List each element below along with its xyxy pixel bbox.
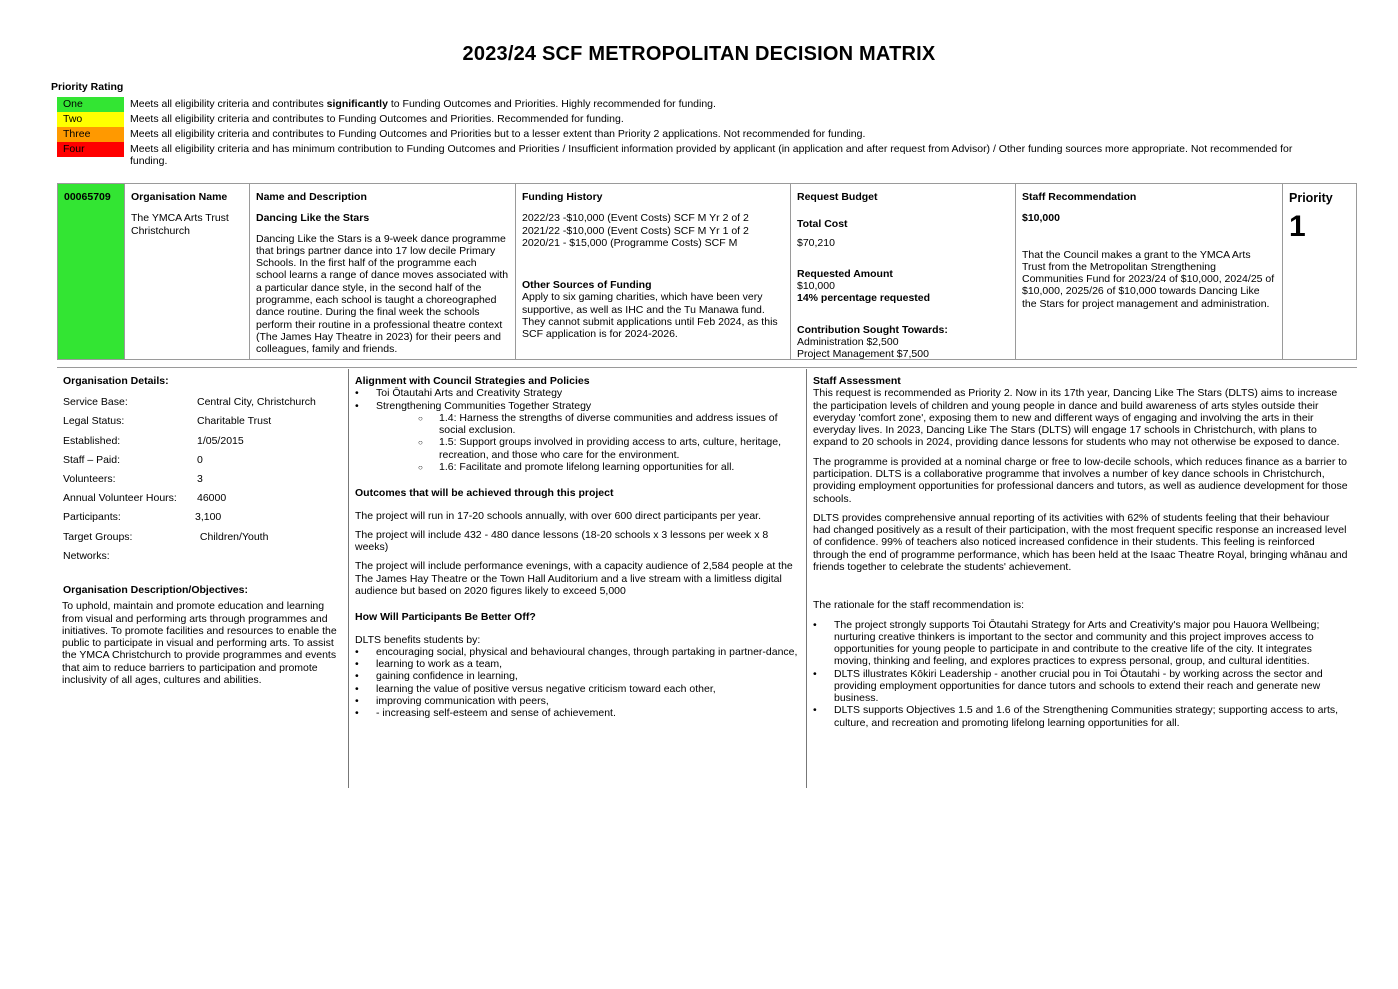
other-sources-text: Apply to six gaming charities, which have been very supportive, as well as IHC and the Tu Manawa fund. They cannot submit applications until Feb 2024, as this SCF application is for 2024-2026.	[522, 291, 778, 341]
priority-rating-legend	[57, 97, 1307, 168]
project-description: Dancing Like the Stars is a 9-week dance programme that brings partner dance into 17 low decile Primary Schools. In the first half of the programme each school learns a range of dance moves associated with a particular dance style, in the second half of the programme, each school is taught a choreographed dance routine. During the final week the schools perform their routine in a professional theatre context (The James Hay Theatre in 2023) for their peers and colleagues, family and friends.	[256, 232, 509, 356]
priority-row-one	[57, 97, 1307, 112]
organisation-details-section	[63, 375, 343, 686]
detail-row: Volunteers: 3	[63, 473, 203, 486]
priority-description-two: Meets all eligibility criteria and contributes to Funding Outcomes and Priorities. Recommended for funding.	[130, 113, 624, 125]
application-id-cell	[58, 184, 125, 359]
benefit-item: • improving communication with peers,	[355, 695, 800, 707]
benefit-item: • learning to work as a team,	[355, 658, 800, 670]
organisation-description-heading: Organisation Description/Objectives:	[63, 583, 248, 596]
project-name: Dancing Like the Stars	[256, 212, 370, 225]
priority-rating-heading: Priority Rating	[51, 81, 124, 93]
funding-history-cell	[516, 184, 791, 359]
benefit-item: • gaining confidence in learning,	[355, 670, 800, 682]
staff-recommendation-cell	[1016, 184, 1283, 359]
priority-swatch-four: Four	[57, 142, 124, 157]
detail-row: Networks:	[63, 549, 110, 562]
assessment-paragraph: The programme is provided at a nominal charge or free to low-decile schools, which reduces finance as a barrier to participation. DLTS is a collaborative programme that involves a number of key dance schools in Christchurch, providing employment opportunities for professional dancers and tutors, as well as audience development for those schools.	[813, 455, 1348, 505]
total-cost-value: $70,210	[797, 236, 835, 249]
request-budget-header: Request Budget	[797, 191, 878, 203]
outcomes-heading: Outcomes that will be achieved through this project	[355, 487, 614, 500]
staff-recommended-amount: $10,000	[1022, 212, 1060, 225]
request-budget-cell	[791, 184, 1016, 359]
strategy-item: • Strengthening Communities Together Strategy	[355, 400, 800, 412]
funding-history-header: Funding History	[522, 191, 603, 203]
priority-row-three	[57, 127, 1307, 142]
priority-header: Priority	[1289, 191, 1333, 205]
outcome-item: The project will include 432 - 480 dance lessons (18-20 schools x 3 lessons per week x 8 weeks)	[355, 528, 769, 554]
staff-recommendation-text: That the Council makes a grant to the YMCA Arts Trust from the Metropolitan Strengthening Communities Fund for 2023/24 of $10,000, 2024/25 of $10,000, 2025/26 of $10,000 towards Dancing Like the Stars for project management and administration.	[1022, 248, 1275, 310]
alignment-section	[355, 375, 800, 719]
rationale-item: • DLTS supports Objectives 1.5 and 1.6 of the Strengthening Communities strategy; supporting access to arts, culture, and recreation and promoting lifelong learning opportunities for all.	[813, 704, 1348, 729]
priority-swatch-one: One	[57, 97, 124, 112]
priority-description-three: Meets all eligibility criteria and contributes to Funding Outcomes and Priorities but to a lesser extent than Priority 2 applications. Not recommended for funding.	[130, 128, 866, 140]
staff-assessment-heading: Staff Assessment	[813, 375, 901, 387]
outcome-item: The project will run in 17-20 schools annually, with over 600 direct participants per year.	[355, 509, 762, 522]
strategy-item: • Toi Ōtautahi Arts and Creativity Strategy	[355, 387, 800, 399]
assessment-paragraph: This request is recommended as Priority 2. Now in its 17th year, Dancing Like The Stars (DLTS) aims to increase the participation levels of children and young people in dance and build awareness of arts styles outside their everyday 'comfort zone', exposing them to new and different ways of engaging and involving the arts in their everyday lives. In 2023, Dancing Like The Stars (DLTS) will engage 17 schools in Christchurch, with plans to expand to 20 schools in 2024, providing dance lessons for students who may not otherwise be exposed to dance.	[813, 387, 1340, 449]
detail-row: Service Base: Central City, Christchurch	[63, 396, 316, 409]
name-description-cell	[250, 184, 516, 359]
total-cost-label: Total Cost	[797, 218, 848, 231]
staff-assessment-section	[813, 375, 1348, 729]
name-description-header: Name and Description	[256, 191, 367, 203]
detail-row: Established: 1/05/2015	[63, 434, 244, 447]
requested-amount-value: $10,000	[797, 280, 835, 293]
detail-row: Participants: 3,100	[63, 511, 222, 524]
strategy-list	[355, 387, 800, 412]
priority-swatch-two: Two	[57, 112, 124, 127]
priority-cell	[1283, 184, 1356, 359]
priority-value: 1	[1289, 209, 1306, 243]
detail-row: Annual Volunteer Hours: 46000	[63, 492, 227, 505]
contribution-item: Project Management $7,500	[797, 348, 929, 361]
rationale-item: • The project strongly supports Toi Ōtautahi Strategy for Arts and Creativity's major pou Hauora Wellbeing; nurturing creative thinkers is important to the sector and community and this project improves access to opportunities for young people to participate in and contribute to the creative life of the city. It integrates moving, thinking and feeling, and explores practices to express personal, group, and cultural identities.	[813, 619, 1348, 668]
benefit-item: • encouraging social, physical and behavioural changes, through partaking in partner-dance,	[355, 646, 800, 658]
contribution-item: Administration $2,500	[797, 335, 899, 348]
organisation-name-cell	[125, 184, 250, 359]
priority-row-four	[57, 142, 1307, 168]
detail-row: Staff – Paid: 0	[63, 453, 203, 466]
column-divider	[806, 369, 807, 788]
objective-item: ○ 1.5: Support groups involved in providing access to arts, culture, heritage, recreation, and those who care for the environment.	[418, 436, 800, 461]
application-summary-table	[57, 183, 1357, 360]
outcome-item: The project will include performance evenings, with a capacity audience of 2,584 people at the The James Hay Theatre or the Town Hall Auditorium and a live stream with a limitless digital audience but based on 2020 figures likely to exceed 5,000	[355, 560, 793, 597]
detail-row: Legal Status: Charitable Trust	[63, 415, 272, 428]
staff-recommendation-header: Staff Recommendation	[1022, 191, 1137, 203]
organisation-name-header: Organisation Name	[131, 191, 228, 203]
requested-amount-label: Requested Amount	[797, 267, 893, 280]
assessment-paragraph: DLTS provides comprehensive annual reporting of its activities with 62% of students feeling that their behaviour had changed positively as a result of their participation, with the most frequent specific response an increased level of confidence. 99% of teachers also noticed increased confidence in their students. This feeling is reinforced through the end of programme performance, which has been held at the Isaac Theatre Royal, bringing whānau and friends together to celebrate the students' achievement.	[813, 511, 1348, 573]
priority-row-two	[57, 112, 1307, 127]
funding-history-item: 2021/22 -$10,000 (Event Costs) SCF M Yr 1 of 2	[522, 224, 749, 237]
section-divider	[57, 367, 1357, 368]
objective-list	[418, 412, 800, 473]
alignment-heading: Alignment with Council Strategies and Policies	[355, 375, 590, 387]
percent-requested: 14% percentage requested	[797, 292, 931, 305]
application-id: 00065709	[64, 191, 111, 203]
contribution-sought-label: Contribution Sought Towards:	[797, 323, 948, 336]
priority-description-four: Meets all eligibility criteria and has minimum contribution to Funding Outcomes and Priorities / Insufficient information provided by applicant (in application and after request from Advisor) / Other funding sources more appropriate. Not recommended for funding.	[130, 143, 1293, 168]
rationale-intro: The rationale for the staff recommendation is:	[813, 599, 1025, 612]
better-off-heading: How Will Participants Be Better Off?	[355, 611, 536, 624]
column-divider	[348, 369, 349, 788]
organisation-details-heading: Organisation Details:	[63, 375, 169, 387]
objective-item: ○ 1.4: Harness the strengths of diverse communities and address issues of social exclusion.	[418, 412, 800, 437]
rationale-item: • DLTS illustrates Kōkiri Leadership - another crucial pou in Toi Ōtautahi - by working across the sector and providing employment opportunities for dance tutors and schools to extend their reach and generate new business.	[813, 668, 1348, 705]
page-title: 2023/24 SCF METROPOLITAN DECISION MATRIX	[462, 43, 936, 65]
funding-history-item: 2022/23 -$10,000 (Event Costs) SCF M Yr 2 of 2	[522, 212, 749, 225]
detail-row: Target Groups: Children/Youth	[63, 530, 269, 543]
rationale-list	[813, 619, 1348, 730]
priority-swatch-three: Three	[57, 127, 124, 142]
funding-history-item: 2020/21 - $15,000 (Programme Costs) SCF M	[522, 236, 738, 249]
benefit-item: • learning the value of positive versus negative criticism toward each other,	[355, 683, 800, 695]
organisation-description: To uphold, maintain and promote education and learning from visual and performing arts through programmes and initiatives. To promote facilities and resources to enable the public to participate in visual and performing arts. To assist the YMCA Christchurch to provide programmes and events that aim to reduce barriers to participation and promote inclusivity of all ages, cultures and abilities.	[62, 600, 337, 686]
priority-description-one: Meets all eligibility criteria and contributes significantly to Funding Outcomes and Priorities. Highly recommended for funding.	[130, 98, 716, 110]
benefit-item: • - increasing self-esteem and sense of achievement.	[355, 707, 800, 719]
better-off-intro: DLTS benefits students by:	[355, 633, 481, 646]
other-sources-header: Other Sources of Funding	[522, 279, 652, 292]
objective-item: ○ 1.6: Facilitate and promote lifelong learning opportunities for all.	[418, 461, 800, 473]
organisation-name: The YMCA Arts Trust Christchurch	[131, 212, 229, 237]
benefit-list	[355, 646, 800, 720]
